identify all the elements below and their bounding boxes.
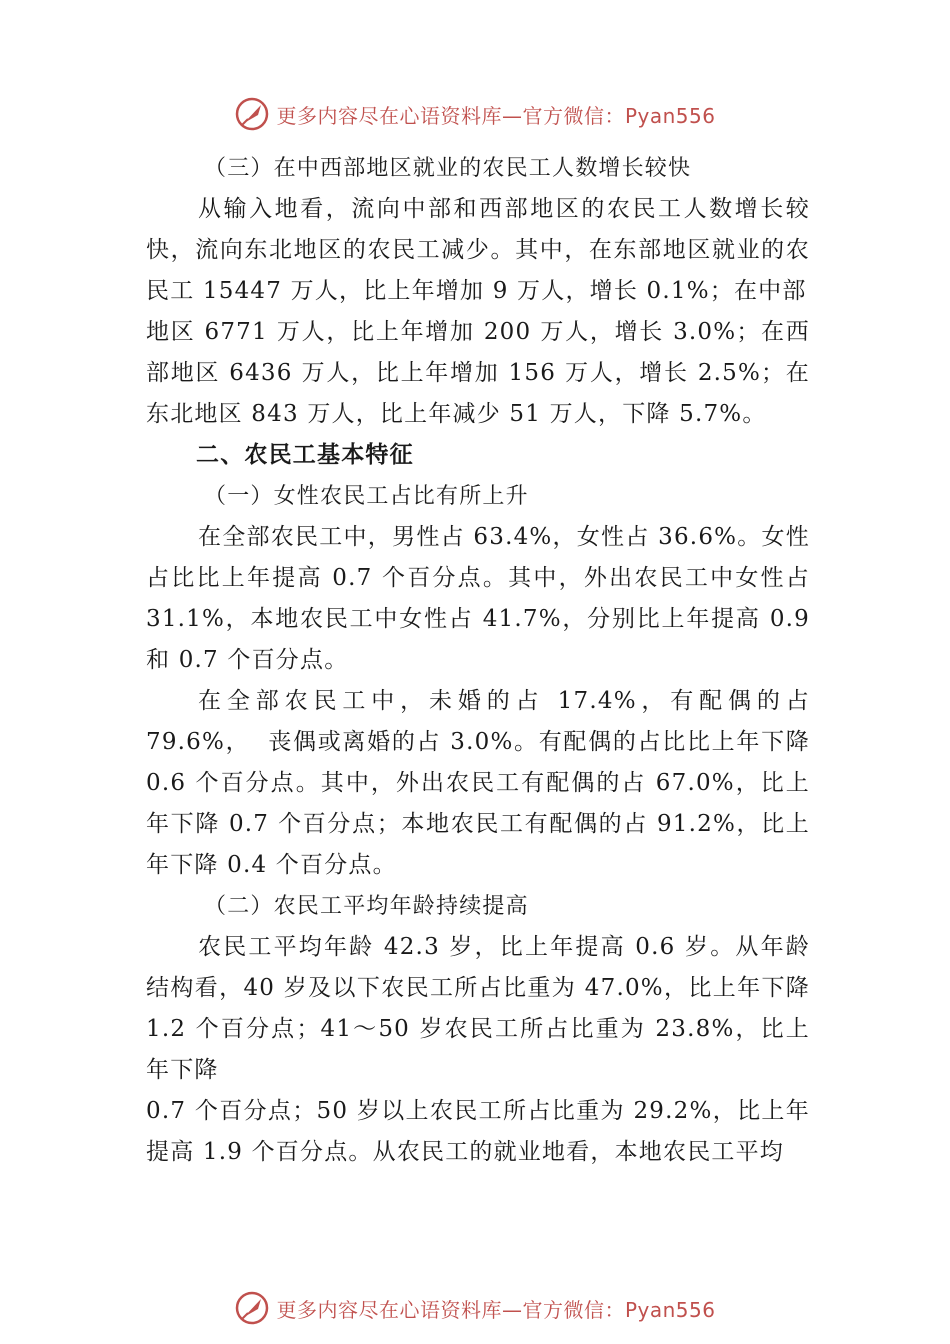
header-watermark <box>0 96 950 132</box>
watermark-text: 更多内容尽在心语资料库—官方微信：Pyan556 <box>276 103 716 128</box>
section-heading-basic-features: 二、农民工基本特征 <box>196 442 414 468</box>
paragraph-destination-continued: 地区 6771 万人，比上年增加 200 万人，增长 3.0%；在西部地区 6436 万人，比上年增加 156 万人，增长 2.5%；在东北地区 843 万人，比上年减少 51 万人，下降 5.7%。 <box>146 319 810 427</box>
paragraph-age-continued: 0.7 个百分点；50 岁以上农民工所占比重为 29.2%，比上年提高 1.9 个百分点。从农民工的就业地看，本地农民工平均 <box>146 1098 810 1165</box>
paragraph-marital: 在全部农民工中，未婚的占 17.4%，有配偶的占 79.6%， 丧偶或离婚的占 3.0%。有配偶的占比比上年下降 0.6 个百分点。其中，外出农民工有配偶的占 67.0%，比上年下降 0.7 个百分点；本地农民工有配偶的占 91.2%，比上年下降 0.4 个百分点。 <box>146 688 819 878</box>
subheading-central-western: （三）在中西部地区就业的农民工人数增长较快 <box>204 156 692 181</box>
paragraph-gender: 在全部农民工中，男性占 63.4%，女性占 36.6%。女性占比比上年提高 0.7 个百分点。其中，外出农民工中女性占 31.1%，本地农民工中女性占 41.7%，分别比上年提高 0.9 和 0.7 个百分点。 <box>146 524 819 673</box>
paragraph-age: 农民工平均年龄 42.3 岁，比上年提高 0.6 岁。从年龄结构看，40 岁及以下农民工所占比重为 47.0%，比上年下降 1.2 个百分点；41～50 岁农民工所占比重为 23.8%，比上年下降 <box>146 934 819 1083</box>
paragraph-destination: 从输入地看，流向中部和西部地区的农民工人数增长较快，流向东北地区的农民工减少。其中，在东部地区就业的农民工 15447 万人，比上年增加 9 万人，增长 0.1%；在中部 <box>146 196 810 304</box>
subheading-female-share: （一）女性农民工占比有所上升 <box>204 484 529 509</box>
footer-watermark <box>0 1290 950 1326</box>
subheading-average-age: （二）农民工平均年龄持续提高 <box>204 894 529 919</box>
document-body <box>146 148 819 1173</box>
watermark-text: 更多内容尽在心语资料库—官方微信：Pyan556 <box>276 1297 716 1322</box>
quill-circle-icon <box>234 96 270 132</box>
quill-circle-icon <box>234 1290 270 1326</box>
